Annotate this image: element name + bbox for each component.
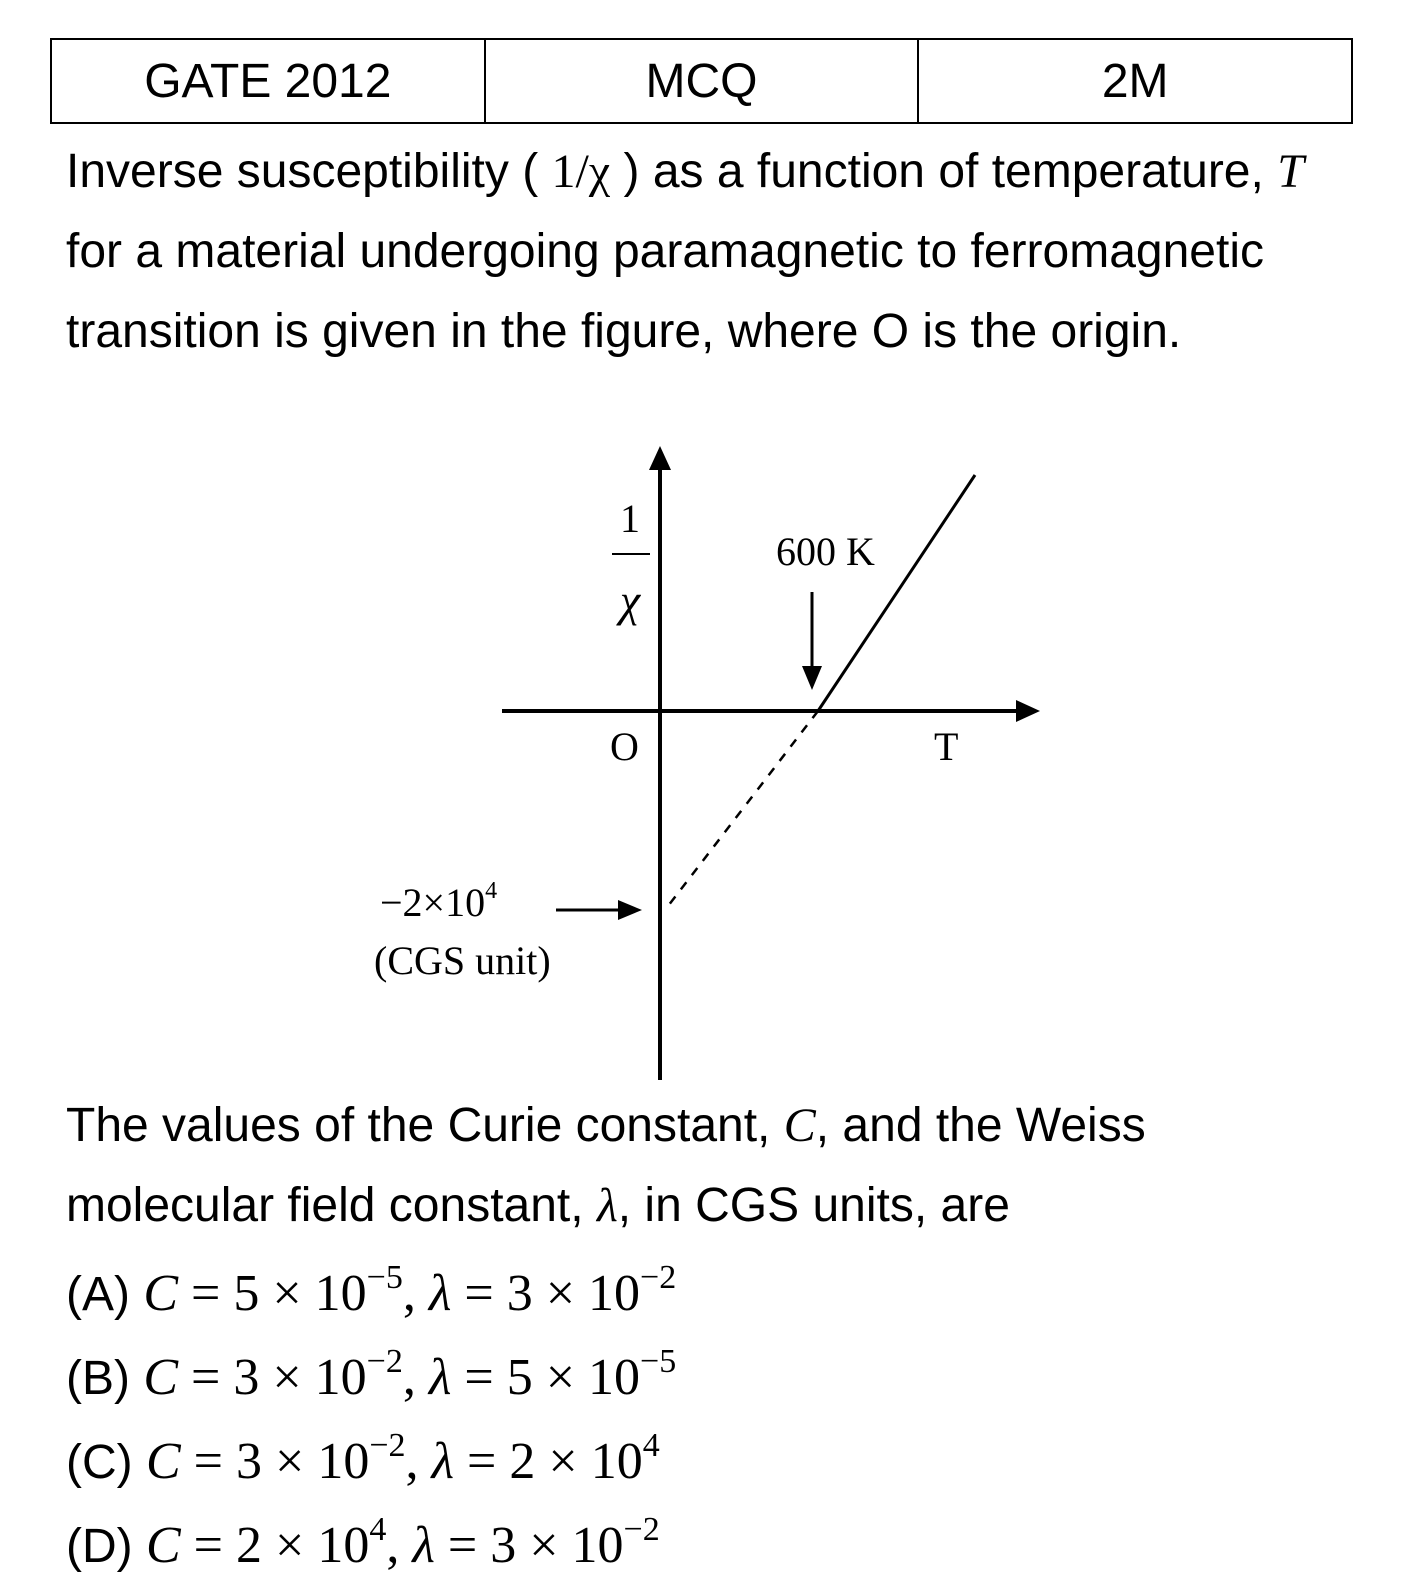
marks: 2M <box>918 39 1352 123</box>
transition-temperature-label: 600 K <box>776 529 875 574</box>
lambda-mantissa: 3 <box>506 1265 533 1322</box>
option-c[interactable]: (C) $C = 3 \times 10^{-2}$, $\lambda = 2 \times 10^4$ <box>66 1427 660 1490</box>
question-type: MCQ <box>485 39 919 123</box>
option-b[interactable]: (B) $C = 3 \times 10^{-2}$, $\lambda = 5 \times 10^{-5}$ <box>66 1343 677 1406</box>
lambda-mantissa: 2 <box>509 1433 536 1490</box>
c-exponent: −2 <box>369 1427 406 1464</box>
option-label: (A) <box>66 1268 130 1321</box>
c-symbol: C <box>143 1349 179 1406</box>
lambda-mantissa: 3 <box>490 1517 517 1574</box>
y-axis-arrowhead <box>649 446 671 470</box>
lambda-exponent: 4 <box>642 1427 660 1464</box>
option-label: (B) <box>66 1352 130 1405</box>
c-symbol: C <box>145 1517 181 1574</box>
c-symbol: C <box>143 1265 179 1322</box>
followup-part3: , in CGS units, are <box>617 1179 1010 1232</box>
x-axis-label: T <box>934 724 959 769</box>
option-d[interactable]: (D) $C = 2 \times 10^4$, $\lambda = 3 \times 10^{-2}$ <box>66 1511 660 1574</box>
lambda-exponent: −2 <box>623 1511 660 1548</box>
intercept-unit: (CGS unit) <box>374 938 551 983</box>
x-axis-arrowhead <box>1016 700 1040 722</box>
c-mantissa: 3 <box>233 1349 260 1406</box>
header-table <box>50 38 1353 124</box>
lambda-exponent: −5 <box>640 1343 677 1380</box>
option-label: (C) <box>66 1436 133 1489</box>
c-exponent: −5 <box>366 1259 403 1296</box>
question-part2: ) as a function of temperature, <box>623 145 1264 198</box>
option-label: (D) <box>66 1520 133 1573</box>
question-part1: Inverse susceptibility ( <box>66 145 539 198</box>
option-a[interactable]: (A) $C = 5 \times 10^{-5}$, $\lambda = 3 \times 10^{-2}$ <box>66 1259 677 1322</box>
c-symbol: C <box>145 1433 181 1490</box>
c-mantissa: 2 <box>236 1517 262 1574</box>
y-label-numerator: 1 <box>620 496 640 541</box>
followup-text <box>66 1086 1366 1246</box>
c-mantissa: 5 <box>233 1265 260 1322</box>
transition-arrowhead <box>802 666 822 690</box>
c-exponent: −2 <box>366 1343 403 1380</box>
weiss-constant-symbol: λ <box>596 1179 618 1232</box>
paramagnetic-line <box>818 475 975 711</box>
followup-part1: The values of the Curie constant, <box>66 1099 771 1152</box>
intercept-label <box>380 878 497 925</box>
lambda-mantissa: 5 <box>506 1349 533 1406</box>
intercept-exponent: 4 <box>485 878 498 904</box>
lambda-exponent: −2 <box>640 1259 677 1296</box>
exam-name: GATE 2012 <box>51 39 485 123</box>
c-exponent: 4 <box>369 1511 387 1548</box>
y-label-denominator: χ <box>619 575 641 626</box>
followup-part2: , and the Weiss molecular field constant, <box>66 1099 1146 1232</box>
curie-constant-symbol: C <box>783 1099 816 1152</box>
intercept-value: −2×10 <box>380 880 486 925</box>
lambda-symbol: λ <box>412 1517 435 1574</box>
inv-chi: 1/χ <box>551 145 611 198</box>
c-mantissa: 3 <box>236 1433 262 1490</box>
lambda-symbol: λ <box>428 1265 452 1322</box>
intercept-arrowhead <box>618 900 642 920</box>
lambda-symbol: λ <box>428 1349 452 1406</box>
origin-label: O <box>610 724 639 769</box>
options-list <box>66 1252 676 1588</box>
susceptibility-figure <box>340 440 1060 1090</box>
extrapolation-line <box>665 711 818 910</box>
lambda-symbol: λ <box>431 1433 455 1490</box>
temperature-symbol: T <box>1277 145 1304 198</box>
question-text <box>66 132 1366 372</box>
question-part3: for a material undergoing paramagnetic to ferromagnetic transition is given in the figure, where O is the origin. <box>66 225 1264 358</box>
